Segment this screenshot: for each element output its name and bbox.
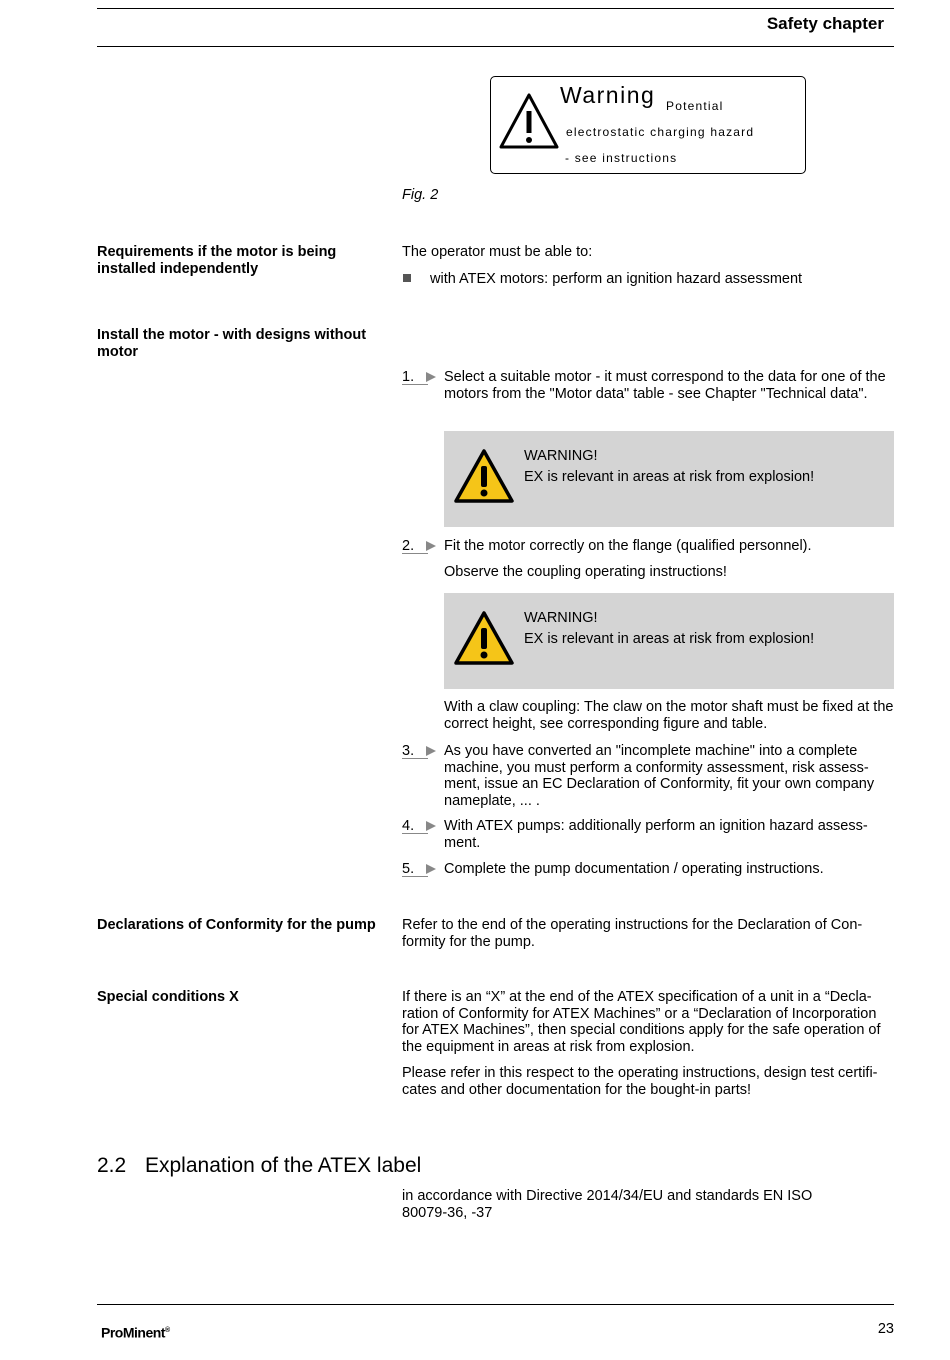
side-label-declarations: Declarations of Conformity for the pump bbox=[97, 917, 376, 933]
arrow-right-icon bbox=[426, 864, 436, 874]
warning-triangle-icon bbox=[453, 448, 515, 504]
chapter-title: Safety chapter bbox=[766, 14, 884, 33]
requirements-intro: The operator must be able to: bbox=[402, 244, 593, 260]
label-line-2: electrostatic charging hazard bbox=[566, 125, 755, 139]
step-number-1: 1. bbox=[402, 369, 438, 386]
step-text-3: As you have converted an "incomplete machine" into a complete machine, you must perform a conformity assessment, risk assess-ment, issue an EC Declaration of Conformity, fit your own company nameplate, ... . bbox=[444, 743, 875, 809]
arrow-right-icon bbox=[426, 746, 436, 756]
prominent-logo: ProMinent® bbox=[101, 1324, 170, 1341]
claw-coupling-note: With a claw coupling: The claw on the motor shaft must be fixed at the correct height, see corresponding figure and table. bbox=[444, 699, 894, 732]
header-bottom-rule bbox=[97, 46, 894, 47]
side-label-requirements: Requirements if the motor is being installed independently bbox=[97, 244, 337, 277]
step-number-5: 5. bbox=[402, 861, 438, 878]
footer-rule bbox=[97, 1304, 894, 1305]
warning-title-1: WARNING! bbox=[524, 448, 598, 464]
label-warning-word: Warning bbox=[560, 82, 656, 108]
step-text-1: Select a suitable motor - it must correspond to the data for one of the motors from the "Motor data" table - see Chapter "Technical data". bbox=[444, 369, 886, 402]
declarations-text: Refer to the end of the operating instructions for the Declaration of Con-formity for the pump. bbox=[402, 917, 863, 950]
header-top-rule bbox=[97, 8, 894, 9]
warning-box-1 bbox=[444, 431, 894, 527]
step-number-3: 3. bbox=[402, 743, 438, 760]
warning-text-1: EX is relevant in areas at risk from explosion! bbox=[524, 469, 815, 485]
warning-title-2: WARNING! bbox=[524, 610, 598, 626]
label-line-1: Potential bbox=[666, 99, 724, 113]
section-heading bbox=[97, 1154, 421, 1178]
step-text-2: Fit the motor correctly on the flange (qualified personnel). bbox=[444, 538, 812, 554]
section-subtitle: in accordance with Directive 2014/34/EU and standards EN ISO 80079-36, -37 bbox=[402, 1188, 813, 1221]
section-title: Explanation of the ATEX label bbox=[145, 1154, 422, 1177]
side-label-special-conditions: Special conditions X bbox=[97, 989, 239, 1005]
side-label-install: Install the motor - with designs without motor bbox=[97, 327, 367, 360]
special-conditions-para-2: Please refer in this respect to the operating instructions, design test certifi-cates and other documentation for the bought-in parts! bbox=[402, 1065, 878, 1098]
warning-label-figure bbox=[490, 76, 806, 174]
arrow-right-icon bbox=[426, 541, 436, 551]
warning-triangle-icon bbox=[453, 610, 515, 666]
arrow-right-icon bbox=[426, 821, 436, 831]
page-number: 23 bbox=[877, 1321, 894, 1337]
step-number-2: 2. bbox=[402, 538, 438, 555]
exclamation-triangle-icon bbox=[497, 91, 561, 151]
step-2-note: Observe the coupling operating instructions! bbox=[444, 564, 727, 580]
square-bullet-icon bbox=[402, 273, 412, 283]
step-text-4: With ATEX pumps: additionally perform an ignition hazard assess-ment. bbox=[444, 818, 868, 851]
step-number-4: 4. bbox=[402, 818, 438, 835]
step-text-5: Complete the pump documentation / operating instructions. bbox=[444, 861, 824, 877]
label-line-3: - see instructions bbox=[565, 151, 678, 165]
requirements-bullet-text: with ATEX motors: perform an ignition hazard assessment bbox=[430, 271, 803, 287]
special-conditions-para-1: If there is an “X” at the end of the ATEX specification of a unit in a “Decla-ration of Conformity for ATEX Machines” or a “Declaration of Incorporation for ATEX Machines”, then special conditions apply for the safe operation of the equipment in areas at risk from explosion. bbox=[402, 989, 881, 1055]
figure-caption: Fig. 2 bbox=[402, 187, 439, 203]
warning-box-2 bbox=[444, 593, 894, 689]
warning-text-2: EX is relevant in areas at risk from explosion! bbox=[524, 631, 815, 647]
section-number: 2.2 bbox=[97, 1154, 127, 1177]
arrow-right-icon bbox=[426, 372, 436, 382]
